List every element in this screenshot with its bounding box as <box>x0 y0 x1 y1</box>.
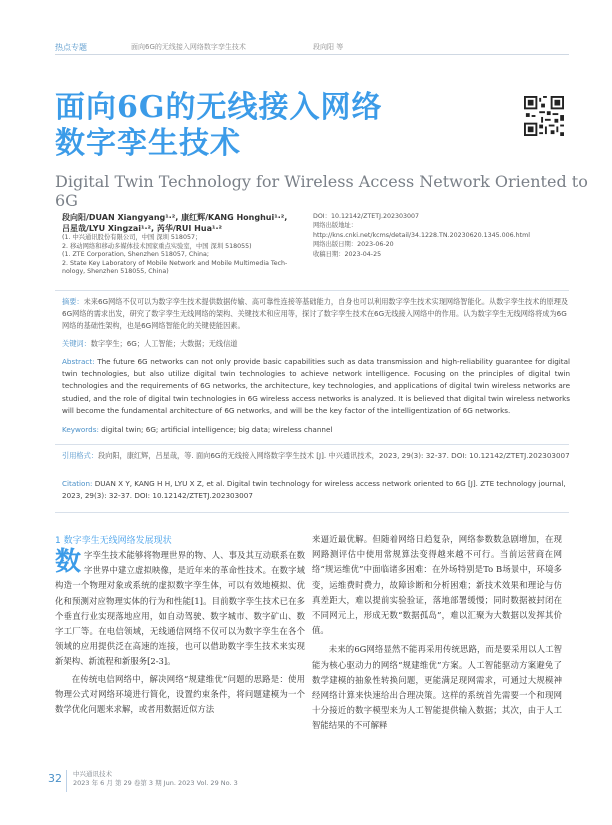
title-cn-line1: 面向6G的无线接入网络 <box>55 90 383 125</box>
affiliation-en-3: nology, Shenzhen 518055, China) <box>62 268 169 276</box>
citation-cn <box>62 450 570 462</box>
affiliation-en-1: (1. ZTE Corporation, Shenzhen 518057, China; <box>62 251 209 259</box>
citation-en <box>62 478 570 502</box>
affiliation-cn-2: 2. 移动网络和移动多媒体技术国家重点实验室，中国 深圳 518055) <box>62 242 252 250</box>
online-url[interactable]: 网络出版地址：http://kns.cnki.net/kcms/detail/34.1228.TN.20230620.1345.006.html <box>313 222 531 239</box>
citation-cn-text: 段向阳，康红辉，吕星哉，等. 面向6G的无线接入网络数字孪生技术 [J]. 中兴通讯技术，2023, 29(3): 32-37. DOI: 10.12142/ZTETJ.202303007 <box>97 451 570 460</box>
keywords-en-text: digital twin; 6G; artificial intelligence; big data; wireless channel <box>101 425 333 434</box>
header-section-label: 热点专题 <box>55 43 87 52</box>
qr-code-icon <box>524 96 564 136</box>
title-english: Digital Twin Technology for Wireless Access Network Oriented to 6G <box>55 172 588 210</box>
abstract-cn-text: 未来6G网络不仅可以为数字孪生技术提供数据传输、高可靠性连接等基础能力，自身也可以利用数字孪生技术实现网络智能化。从数字孪生技术的原理及6G网络的需求出发，研究了数字孪生无线网络的架构、关键技术和应用等，探讨了数字孪生技术在6G无线接入网络中的作用。认为数字孪生无线网络将成为6G网络的基础性架构，也是6G网络智能化的关键使能因素。 <box>62 297 569 330</box>
body-column-right <box>312 532 562 734</box>
page-number: 32 <box>48 772 62 785</box>
citation-en-text: DUAN X Y, KANG H H, LYU X Z, et al. Digital twin technology for wireless access network oriented to 6G [J]. ZTE technology journal, 2023, 29(3): 32-37. DOI: 10.12142/ZTETJ.202303007 <box>62 479 566 501</box>
header-running-title: 面向6G的无线接入网络数字孪生技术 <box>131 43 246 51</box>
received-date: 收稿日期：2023-04-25 <box>313 250 382 258</box>
doi[interactable]: DOI：10.12142/ZTETJ.202303007 <box>313 213 420 220</box>
author-line-1: 段向阳/DUAN Xiangyang¹·², 康红辉/KANG Honghui¹·², <box>62 213 288 222</box>
abstract-en-text: The future 6G networks can not only provide basic capabilities such as data transmission and high-reliability guarantee for digital twin technologies, but also utilize digital twin technologies to achieve network intelligence. Focusing on the principles of digital twin technologies and the requirements of 6G networks, the architecture, key technologies, and applications of digital twin wireless networks are studied, and the role of digital twin technologies in 6G wireless access networks is analyzed. It is believed that digital twin wireless networks will become the fundamental architecture of 6G networks, and will be the key factor of the intelligentization of 6G networks. <box>62 357 570 415</box>
paragraph <box>55 548 305 670</box>
online-date: 网络出版日期：2023-06-20 <box>313 241 394 249</box>
section-heading-1: 1 数字孪生无线网络发展现状 <box>55 536 172 546</box>
keywords-cn-label: 关键词： <box>62 339 91 348</box>
author-line-2: 吕星哉/LYU Xingzai¹·², 芮华/RUI Hua¹·² <box>62 224 223 233</box>
abstract-en-label: Abstract: <box>62 357 95 366</box>
footer-journal <box>73 770 238 788</box>
keywords-en <box>62 424 570 435</box>
journal-issue: 2023 年 6 月 第 29 卷第 3 期 Jun. 2023 Vol. 29 No. 3 <box>73 779 238 787</box>
drop-cap: 数 <box>55 547 82 577</box>
author-block <box>62 212 302 277</box>
divider <box>55 290 569 291</box>
footer-divider <box>66 770 67 792</box>
header-running-authors: 段向阳 等 <box>313 43 344 51</box>
article-metadata <box>313 212 573 259</box>
divider <box>55 444 569 445</box>
journal-name: 中兴通讯技术 <box>73 770 112 778</box>
citation-en-label: Citation: <box>62 479 93 488</box>
title-cn-line2: 数字孪生技术 <box>55 126 241 161</box>
abstract-cn-label: 摘要： <box>62 297 84 306</box>
keywords-en-label: Keywords: <box>62 425 99 434</box>
paragraph-text: 字孪生技术能够将物理世界的物、人、事及其互动联系在数字世界中建立虚拟映像，是近年来的革命性技术。在数字域构造一个物理对象或系统的虚拟数字孪生体，可以有效地模拟、优化和预测对应物理实体的行为和性能[1]。目前数字孪生技术已在多个垂直行业实现落地应用，如自动驾驶、数字城市、数字矿山、数字工厂等。在电信领域，无线通信网络不仅可以为数字孪生在各个领域的应用提供泛在高速的连接，也可以借助数字孪生技术来实现新架构、新流程和新服务[2-3]。 <box>55 550 305 667</box>
keywords-cn-text: 数字孪生；6G；人工智能；大数据；无线信道 <box>90 339 238 348</box>
header-divider <box>55 54 569 55</box>
affiliation-cn-1: (1. 中兴通讯股份有限公司，中国 深圳 518057； <box>62 234 202 241</box>
affiliation-en-2: 2. State Key Laboratory of Mobile Network and Mobile Multimedia Tech- <box>62 259 288 267</box>
abstract-cn <box>62 296 570 332</box>
abstract-en <box>62 356 570 417</box>
paragraph: 在传统电信网络中，解决网络“规建维优”问题的思路是：使用物理公式对网络环境进行简化，设置约束条件，将问题建模为一个数学优化问题来求解，或者用数据近似方法 <box>55 673 305 715</box>
body-column-left <box>55 548 305 717</box>
paragraph: 来逼近最优解。但随着网络日趋复杂，网络参数数急剧增加，在现网路测评估中使用常规算法变得越来越不可行。当前运营商在网络“规运维优”中面临诸多困难：在外场特别是To B场景中，环境多变，运维费时费力，故障诊断和分析困难；新技术效果和理论与仿真差距大，难以提前实验验证，落地部署缓慢；同时数据被封闭在不同网元上，形成无数“数据孤岛”，难以汇聚为大数据以发挥其价值。 <box>312 534 562 636</box>
paragraph: 未来的6G网络显然不能再采用传统思路，而是要采用以人工智能为核心驱动力的网络“规建维优”方案。人工智能驱动方案避免了数学建模的抽象性转换问题，更能满足现网需求，可通过大规模神经网络计算来快速给出合理决策。这样的系统首先需要一个和现网十分接近的数字模型来为人工智能提供输入数据；其次，由于人工智能结果的不可解释 <box>312 644 562 731</box>
divider <box>55 512 569 513</box>
keywords-cn <box>62 338 570 349</box>
title-chinese <box>55 90 383 162</box>
citation-cn-label: 引用格式： <box>62 451 98 460</box>
